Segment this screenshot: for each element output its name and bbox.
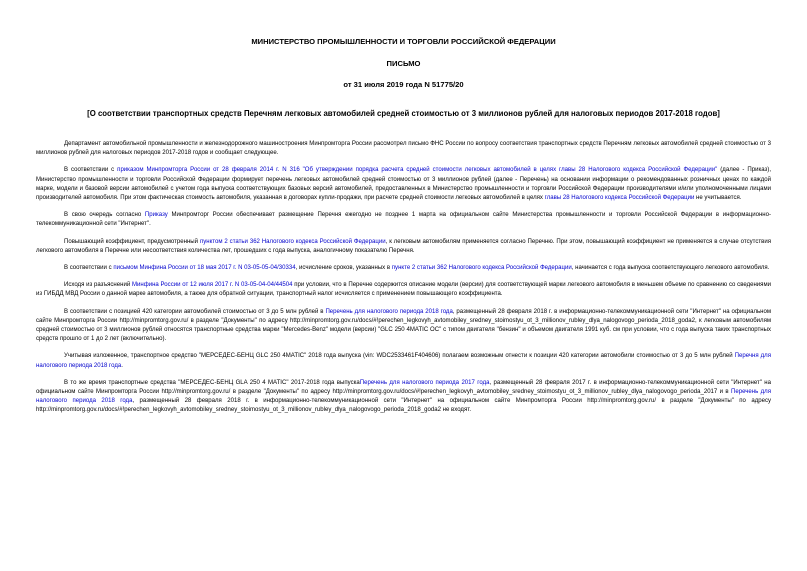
link-order-316[interactable]: приказом Минпромторга России от 28 февраля 2014 г. N 316 "Об утверждении порядка расчета средней стоимости легковых автомобилей в целях главы 28 Налогового кодекса Российской Федерации" <box>117 167 718 174</box>
paragraph-3 <box>36 211 771 229</box>
paragraph-text: В соответствии с позицией 420 категории автомобилей стоимостью от 3 до 5 млн рублей в <box>64 308 326 315</box>
paragraph-text: (далее - Приказ), Министерство промышленности и торговли Российской Федерации формирует перечень легковых автомобилей средней стоимостью от 3 миллионов рублей (далее - Перечень) на основании информации о рекомендованных розничных ценах по каждой марке, модели и базовой версии автомобилей с учетом года выпуска соответствующих базовых версий автомобилей, предоставленных в Министерство промышленности и торговли Российской Федерации производителями и/или уполномоченными лицами производителей автомобиля. При этом фактическая стоимость автомобиля, указанная в договорах купли-продажи, при расчете средней стоимости легковых автомобилей в целях <box>36 167 772 202</box>
link-list-2018[interactable]: Перечень для налогового периода 2018 года <box>325 308 453 315</box>
paragraph-9 <box>36 379 771 416</box>
paragraph-7 <box>36 308 771 345</box>
document-date: от 31 июля 2019 года N 51775/20 <box>343 80 464 89</box>
paragraph-2 <box>36 166 771 203</box>
paragraph-text: В свою очередь согласно <box>64 212 145 219</box>
paragraph-8 <box>36 352 771 370</box>
link-list-2018[interactable]: Перечень для налогового периода 2018 года <box>36 389 771 405</box>
paragraph-text: Департамент автомобильной промышленности и железнодорожного машиностроения Минпромторга России рассмотрел письмо ФНС России по вопросу соответствия транспортных средств Перечням легковых автомобилей средней стоимостью от 3 миллионов рублей для налоговых периодов 2017-2018 годов и сообщает следующее. <box>36 141 771 157</box>
paragraph-text: В соответствии с <box>64 167 118 174</box>
paragraph-text: Минпромторг России обеспечивает размещение Перечня ежегодно не позднее 1 марта на официальном сайте Министерства промышленности и торговли Российской Федерации в информационно-телекоммуникационной сети "Интернет". <box>36 212 772 228</box>
link-article-362[interactable]: пунктом 2 статьи 362 Налогового кодекса Российской Федерации <box>199 238 386 245</box>
link-article-362[interactable]: пункте 2 статьи 362 Налогового кодекса Российской Федерации <box>391 265 572 272</box>
paragraph-text: не учитывается. <box>694 195 742 202</box>
document-title: [О соответствии транспортных средств Перечням легковых автомобилей средней стоимостью от 3 миллионов рублей для налоговых периодов 2017-2018 годов] <box>87 109 720 118</box>
paragraph-text: В соответствии с <box>64 265 114 272</box>
paragraph-6 <box>36 281 771 299</box>
paragraph-text: , размещенный 28 февраля 2018 г. в информационно-телекоммуникационной сети "Интернет" на официальном сайте Минпромторга России http://minpromtorg.gov.ru/ в разделе "Документы" по адресу http://minpromtorg.gov.ru/docs/#!perechen_legkovyh_avtomobiley_sredney_stoimostyu_ot_3_millionov_rubley_dlya_nalogovogo_perioda_2018_goda2, к легковым автомобилям средней стоимостью от 3 миллионов рублей относятся транспортные средства марки "Mercedes-Benz" модели (версии) "GLC 250 4MATIC ОС" с типом двигателя "бензин" и объемом двигателя 1991 куб. см при условии, что с года выпуска таких транспортных средств прошло от 1 до 2 лет (включительно). <box>36 308 771 343</box>
paragraph-text: Учитывая изложенное, транспортное средство "МЕРСЕДЕС-БЕНЦ GLC 250 4MATIC" 2018 года выпуска (vin: WDC2533461F404606) полагаем возможным отнести к позиции 420 категории автомобили стоимостью от 3 до 5 млн рублей <box>64 353 735 360</box>
paragraph-text: , размещенный 28 февраля 2018 г. в информационно-телекоммуникационной сети "Интернет" на официальном сайте Минпромторга России http://minpromtorg.gov.ru/ в разделе "Документы" по адресу http://minpromtorg.gov.ru/docs/#!perechen_legkovyh_avtomobiley_sredney_stoimostyu_ot_3_millionov_rubley_dlya_nalogovogo_perioda_2018_goda2 не входят. <box>36 398 771 414</box>
paragraph-text: , размещенный 28 февраля 2017 г. в информационно-телекоммуникационной сети "Интернет" на официальном сайте Минпромторга России http://minpromtorg.gov.ru/ в разделе "Документы" по адресу http://minpromtorg.gov.ru/docs/#!perechen_legkovyh_avtomobiley_sredney_stoimostyu_ot_3_millionov_rubley_dlya_nalogovogo_perioda_2017 и в <box>36 379 771 396</box>
paragraph-text: , к легковым автомобилям применяется согласно Перечню. При этом, повышающий коэффициент не применяется в случае отсутствия легкового автомобиля в Перечне или несоответствия количества лет, прошедших с года выпуска, аналогичному показателю Перечня. <box>36 238 772 254</box>
paragraph-1 <box>36 140 771 158</box>
paragraph-text: , начинается с года выпуска соответствующего легкового автомобиля. <box>571 265 770 272</box>
paragraph-text: В то же время транспортные средства "МЕРСЕДЕС-БЕНЦ GLA 250 4 MATIC" 2017-2018 года выпуска <box>64 379 360 386</box>
paragraph-text: Исходя из разъяснений <box>64 282 132 289</box>
paragraph-text: . <box>121 362 123 369</box>
paragraph-5 <box>36 264 771 273</box>
link-chapter-28[interactable]: главы 28 Налогового кодекса Российской Федерации <box>544 195 695 202</box>
paragraph-text: , исчисление сроков, указанных в <box>295 265 392 272</box>
ministry-heading: МИНИСТЕРСТВО ПРОМЫШЛЕННОСТИ И ТОРГОВЛИ РОССИЙСКОЙ ФЕДЕРАЦИИ <box>251 37 556 46</box>
link-list-2018[interactable]: Перечня для налогового периода 2018 года <box>36 353 771 369</box>
document-type: ПИСЬМО <box>386 59 421 68</box>
link-minfin-letter-44504[interactable]: Минфина России от 12 июля 2017 г. N 03-05-04-04/44504 <box>131 282 293 289</box>
link-minfin-letter-30334[interactable]: письмом Минфина России от 18 мая 2017 г. N 03-05-05-04/30334 <box>113 265 296 272</box>
link-list-2017[interactable]: Перечень для налогового периода 2017 года <box>359 379 490 386</box>
paragraph-text: Повышающий коэффициент, предусмотренный <box>64 238 200 245</box>
paragraph-text: при условии, что в Перечне содержится описание модели (версии) для соответствующей марки легкового автомобиля в меньшем объеме по сравнению со сведениями из ГИБДД МВД России о данной марке автомобиля, а также для обратной ситуации, транспортный налог исчисляется с применением повышающего коэффициента. <box>36 282 771 298</box>
link-order[interactable]: Приказу <box>144 212 168 219</box>
paragraph-4 <box>36 238 771 256</box>
